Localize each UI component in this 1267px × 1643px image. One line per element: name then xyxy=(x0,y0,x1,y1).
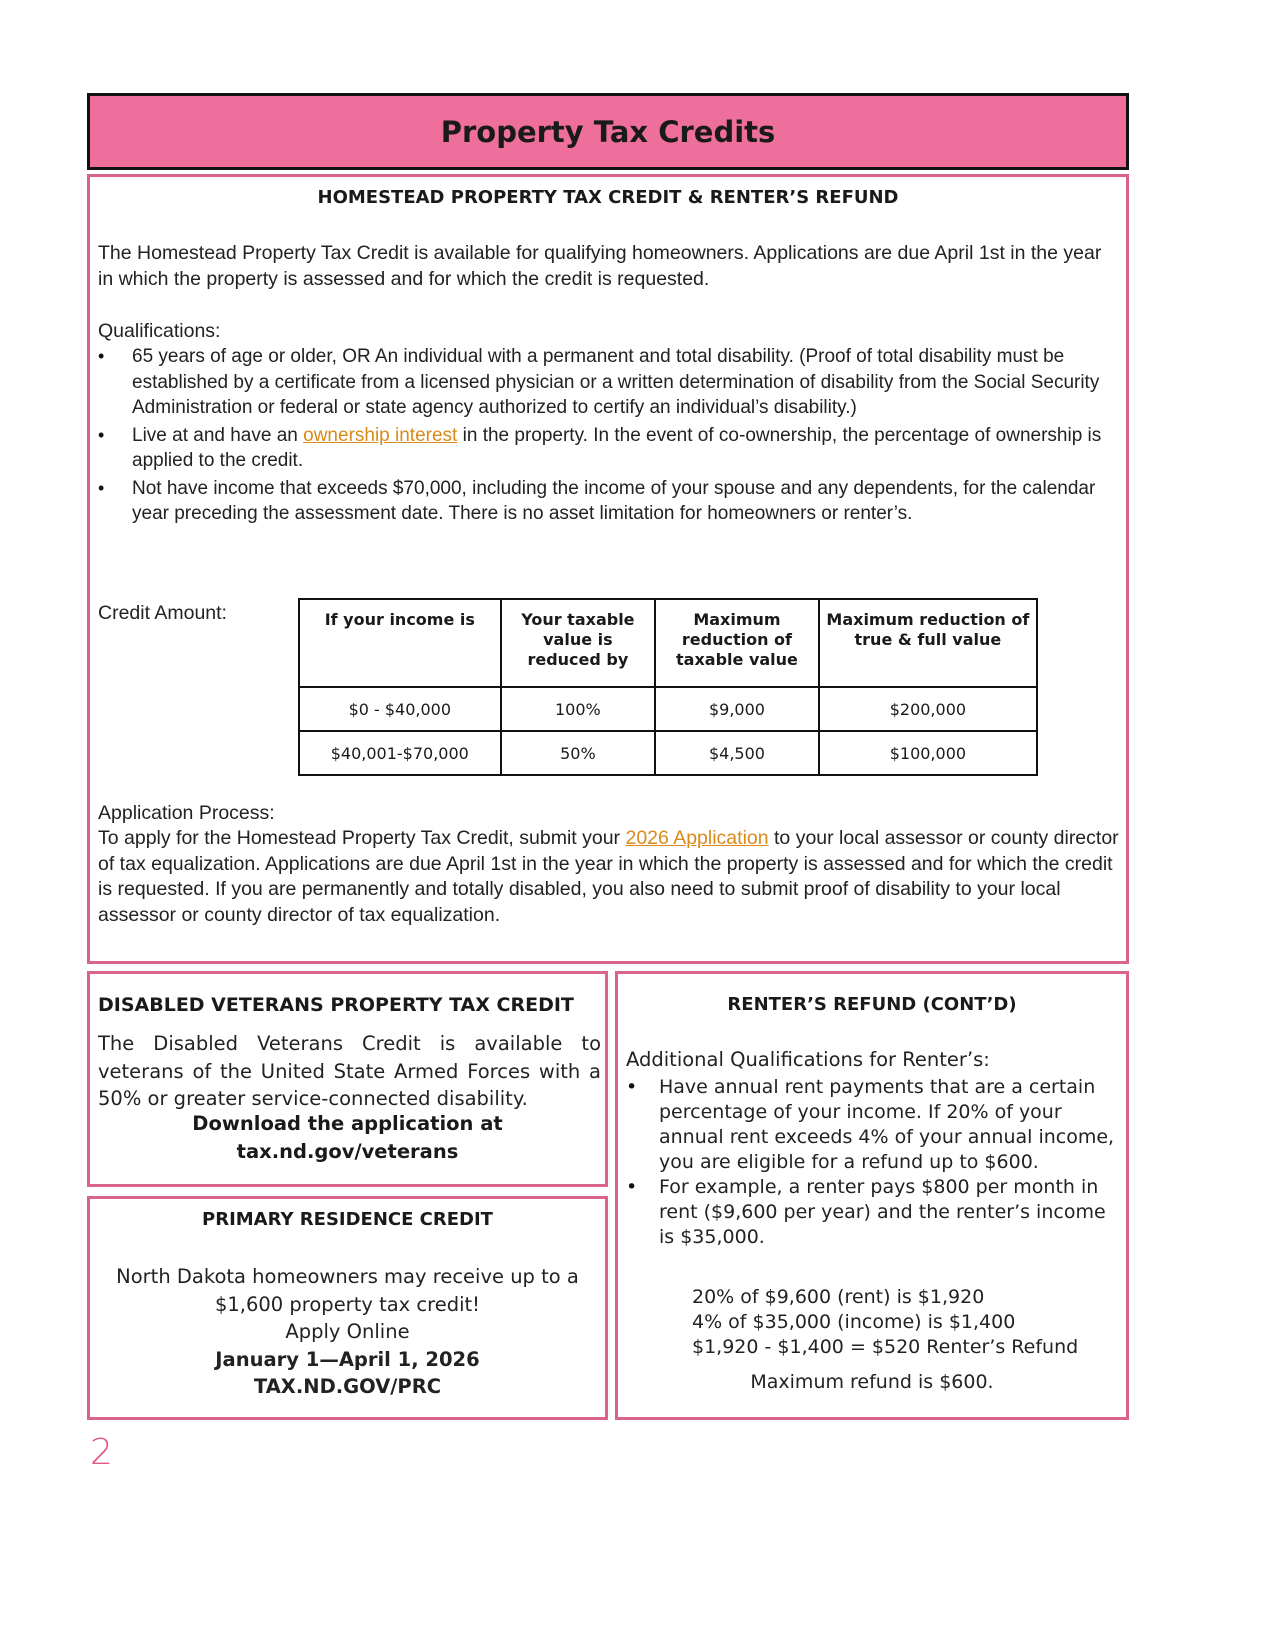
max-refund-note: Maximum refund is $600. xyxy=(750,1371,994,1393)
qualification-item: • 65 years of age or older, OR An individual with a permanent and total disability. (Proof of total disability must be established by a certificate from a licensed physician or a written determination of disability from the Social Security Administration or federal or state agency authorized to certify an individual’s disability.) xyxy=(98,344,1118,421)
table-row xyxy=(299,687,1037,731)
page-title-banner xyxy=(87,93,1129,170)
veterans-download: Download the application at tax.nd.gov/veterans xyxy=(90,1110,605,1165)
table-cell: $200,000 xyxy=(819,687,1037,731)
table-cell: $100,000 xyxy=(819,731,1037,775)
credit-amount-table xyxy=(298,598,1038,776)
table-header: Maximum reduction of taxable value xyxy=(655,599,819,687)
table-row xyxy=(299,731,1037,775)
disabled-veterans-section xyxy=(87,971,608,1187)
renter-heading: RENTER’S REFUND (CONT’D) xyxy=(727,994,1017,1015)
renters-refund-section xyxy=(615,971,1129,1420)
renter-qualifications-label: Additional Qualifications for Renter’s: xyxy=(626,1048,990,1071)
table-cell: 50% xyxy=(501,731,656,775)
table-cell: 100% xyxy=(501,687,656,731)
table-cell: $40,001-$70,000 xyxy=(299,731,501,775)
table-header-row xyxy=(299,599,1037,687)
table-header: Maximum reduction of true & full value xyxy=(819,599,1037,687)
veterans-heading: DISABLED VETERANS PROPERTY TAX CREDIT xyxy=(98,994,574,1016)
homestead-heading: HOMESTEAD PROPERTY TAX CREDIT & RENTER’S REFUND xyxy=(317,187,899,208)
renter-qualification-item: • For example, a renter pays $800 per month in rent ($9,600 per year) and the renter’s income is $35,000. xyxy=(626,1175,1121,1250)
qualifications-label: Qualifications: xyxy=(98,320,221,342)
qualification-item: • Not have income that exceeds $70,000, including the income of your spouse and any dependents, for the calendar year preceding the assessment date. There is no asset limitation for homeowners or renter’s. xyxy=(98,476,1118,527)
page-number: 2 xyxy=(90,1432,113,1473)
application-process-label: Application Process: xyxy=(98,802,275,824)
renter-qualifications-list xyxy=(626,1075,1121,1250)
application-2026-link[interactable]: 2026 Application xyxy=(625,827,769,849)
primary-body: North Dakota homeowners may receive up to a $1,600 property tax credit! Apply Online January 1—April 1, 2026 TAX.ND.GOV/PRC xyxy=(90,1263,605,1401)
qualification-item: • Live at and have an ownership interest in the property. In the event of co-ownership, the percentage of ownership is applied to the credit. xyxy=(98,423,1118,474)
qualifications-list xyxy=(98,344,1118,529)
primary-url[interactable]: TAX.ND.GOV/PRC xyxy=(253,1375,442,1398)
homestead-intro: The Homestead Property Tax Credit is available for qualifying homeowners. Applications are due April 1st in the year in which the property is assessed and for which the credit is requested. xyxy=(98,242,1102,290)
renter-calculation: 20% of $9,600 (rent) is $1,920 4% of $35,000 (income) is $1,400 $1,920 - $1,400 = $520 Renter’s Refund xyxy=(692,1286,1079,1358)
application-process-text: To apply for the Homestead Property Tax Credit, submit your 2026 Application to your local assessor or county director of tax equalization. Applications are due April 1st in the year in which the property is assessed and for which the credit is requested. If you are permanently and totally disabled, you also need to submit proof of disability to your local assessor or county director of tax equalization. xyxy=(98,827,1119,926)
table-cell: $4,500 xyxy=(655,731,819,775)
veterans-description: The Disabled Veterans Credit is available to veterans of the United State Armed Forces with a 50% or greater service-connected disability. xyxy=(98,1032,601,1110)
table-header: If your income is xyxy=(299,599,501,687)
primary-dates: January 1—April 1, 2026 xyxy=(215,1347,480,1371)
ownership-interest-link[interactable]: ownership interest xyxy=(303,424,458,446)
page-title: Property Tax Credits xyxy=(440,114,776,149)
primary-heading: PRIMARY RESIDENCE CREDIT xyxy=(202,1209,493,1230)
veterans-url[interactable]: tax.nd.gov/veterans xyxy=(236,1139,459,1163)
table-header: Your taxable value is reduced by xyxy=(501,599,656,687)
renter-qualification-item: • Have annual rent payments that are a certain percentage of your income. If 20% of your annual rent exceeds 4% of your annual income, you are eligible for a refund up to $600. xyxy=(626,1075,1121,1175)
credit-amount-label: Credit Amount: xyxy=(98,602,227,624)
homestead-section xyxy=(87,174,1129,964)
table-cell: $9,000 xyxy=(655,687,819,731)
primary-residence-section xyxy=(87,1196,608,1420)
table-cell: $0 - $40,000 xyxy=(299,687,501,731)
